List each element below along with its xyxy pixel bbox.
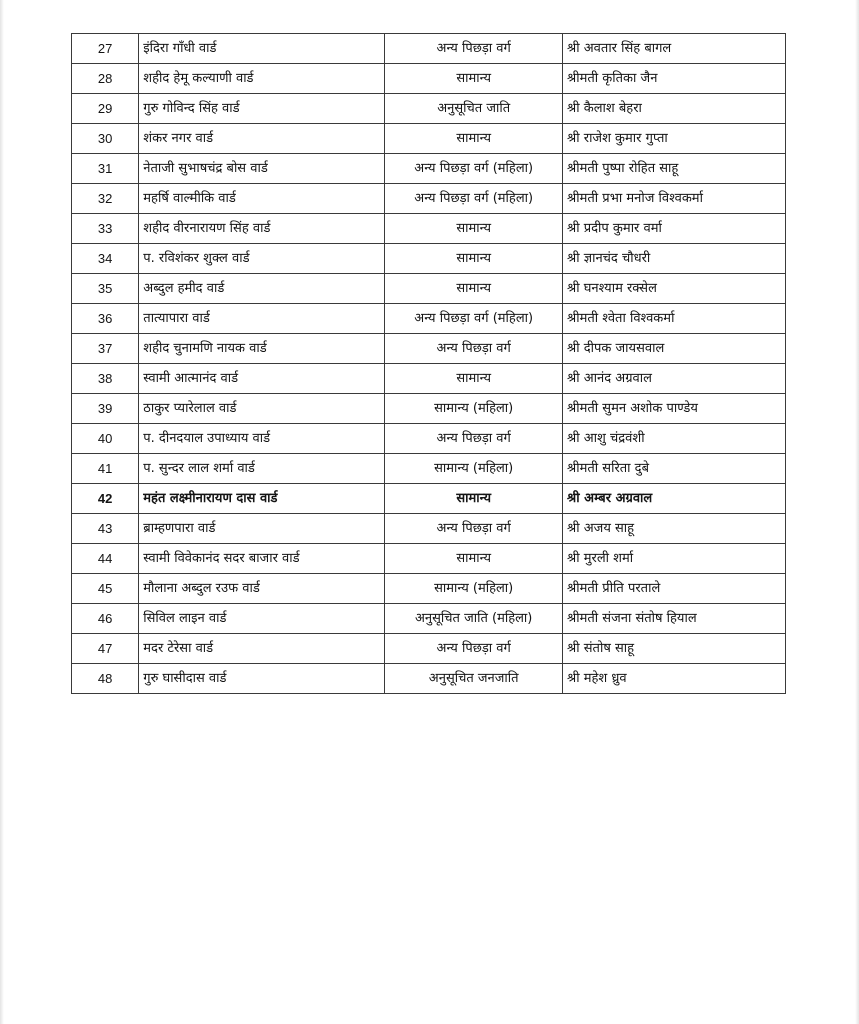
- representative-name: श्री दीपक जायसवाल: [563, 334, 786, 364]
- table-row: [72, 454, 786, 484]
- ward-number: 32: [72, 184, 139, 214]
- ward-number: 37: [72, 334, 139, 364]
- reservation-category: सामान्य (महिला): [385, 454, 563, 484]
- reservation-category: सामान्य: [385, 124, 563, 154]
- representative-name: श्री संतोष साहू: [563, 634, 786, 664]
- ward-name: इंदिरा गाँधी वार्ड: [139, 34, 385, 64]
- table-row: [72, 184, 786, 214]
- ward-reservation-table: [71, 33, 786, 694]
- table-row-bold: [72, 484, 786, 514]
- ward-number: 46: [72, 604, 139, 634]
- reservation-category: अन्य पिछड़ा वर्ग: [385, 334, 563, 364]
- ward-name: प. रविशंकर शुक्ल वार्ड: [139, 244, 385, 274]
- reservation-category: सामान्य: [385, 484, 563, 514]
- representative-name: श्री ज्ञानचंद चौधरी: [563, 244, 786, 274]
- representative-name: श्री आनंद अग्रवाल: [563, 364, 786, 394]
- reservation-category: सामान्य: [385, 214, 563, 244]
- table-body: [72, 34, 786, 694]
- ward-name: नेताजी सुभाषचंद्र बोस वार्ड: [139, 154, 385, 184]
- ward-number: 48: [72, 664, 139, 694]
- reservation-category: अन्य पिछड़ा वर्ग: [385, 514, 563, 544]
- representative-name: श्री अवतार सिंह बागल: [563, 34, 786, 64]
- ward-name: प. सुन्दर लाल शर्मा वार्ड: [139, 454, 385, 484]
- table-row: [72, 64, 786, 94]
- ward-number: 40: [72, 424, 139, 454]
- ward-name: गुरु घासीदास वार्ड: [139, 664, 385, 694]
- ward-number: 27: [72, 34, 139, 64]
- representative-name: श्रीमती प्रीति परताले: [563, 574, 786, 604]
- reservation-category: सामान्य: [385, 544, 563, 574]
- table-row: [72, 244, 786, 274]
- ward-name: महंत लक्ष्मीनारायण दास वार्ड: [139, 484, 385, 514]
- ward-number: 45: [72, 574, 139, 604]
- ward-name: ब्राम्हणपारा वार्ड: [139, 514, 385, 544]
- table-row: [72, 634, 786, 664]
- ward-number: 44: [72, 544, 139, 574]
- representative-name: श्रीमती श्वेता विश्वकर्मा: [563, 304, 786, 334]
- ward-name: गुरु गोविन्द सिंह वार्ड: [139, 94, 385, 124]
- table-row: [72, 424, 786, 454]
- table-row: [72, 394, 786, 424]
- representative-name: श्रीमती संजना संतोष हियाल: [563, 604, 786, 634]
- reservation-category: सामान्य: [385, 64, 563, 94]
- table-row: [72, 304, 786, 334]
- representative-name: श्री अजय साहू: [563, 514, 786, 544]
- table-row: [72, 334, 786, 364]
- table-row: [72, 214, 786, 244]
- representative-name: श्रीमती सुमन अशोक पाण्डेय: [563, 394, 786, 424]
- reservation-category: अन्य पिछड़ा वर्ग (महिला): [385, 304, 563, 334]
- representative-name: श्री महेश ध्रुव: [563, 664, 786, 694]
- ward-number: 34: [72, 244, 139, 274]
- ward-name: स्वामी विवेकानंद सदर बाजार वार्ड: [139, 544, 385, 574]
- reservation-category: अन्य पिछड़ा वर्ग (महिला): [385, 154, 563, 184]
- representative-name: श्रीमती पुष्पा रोहित साहू: [563, 154, 786, 184]
- reservation-category: सामान्य: [385, 364, 563, 394]
- reservation-category: अन्य पिछड़ा वर्ग (महिला): [385, 184, 563, 214]
- representative-name: श्रीमती सरिता दुबे: [563, 454, 786, 484]
- reservation-category: सामान्य (महिला): [385, 574, 563, 604]
- ward-number: 28: [72, 64, 139, 94]
- representative-name: श्रीमती कृतिका जैन: [563, 64, 786, 94]
- ward-name: सिविल लाइन वार्ड: [139, 604, 385, 634]
- reservation-category: अनुसूचित जनजाति: [385, 664, 563, 694]
- ward-name: शंकर नगर वार्ड: [139, 124, 385, 154]
- ward-number: 39: [72, 394, 139, 424]
- table-row: [72, 34, 786, 64]
- table-row: [72, 364, 786, 394]
- reservation-category: सामान्य: [385, 274, 563, 304]
- ward-name: स्वामी आत्मानंद वार्ड: [139, 364, 385, 394]
- ward-name: मौलाना अब्दुल रउफ वार्ड: [139, 574, 385, 604]
- ward-number: 41: [72, 454, 139, 484]
- reservation-category: सामान्य: [385, 244, 563, 274]
- table-row: [72, 94, 786, 124]
- ward-number: 47: [72, 634, 139, 664]
- representative-name: श्री प्रदीप कुमार वर्मा: [563, 214, 786, 244]
- representative-name: श्री आशु चंद्रवंशी: [563, 424, 786, 454]
- representative-name: श्री घनश्याम रक्सेल: [563, 274, 786, 304]
- table-row: [72, 544, 786, 574]
- ward-name: मदर टेरेसा वार्ड: [139, 634, 385, 664]
- ward-number: 29: [72, 94, 139, 124]
- ward-number: 42: [72, 484, 139, 514]
- representative-name: श्री अम्बर अग्रवाल: [563, 484, 786, 514]
- ward-number: 33: [72, 214, 139, 244]
- representative-name: श्री कैलाश बेहरा: [563, 94, 786, 124]
- table-row: [72, 574, 786, 604]
- table-row: [72, 664, 786, 694]
- ward-number: 30: [72, 124, 139, 154]
- representative-name: श्री राजेश कुमार गुप्ता: [563, 124, 786, 154]
- table-row: [72, 514, 786, 544]
- representative-name: श्रीमती प्रभा मनोज विश्वकर्मा: [563, 184, 786, 214]
- page-shadow-right: [855, 0, 859, 1024]
- ward-name: शहीद चुनामणि नायक वार्ड: [139, 334, 385, 364]
- ward-name: प. दीनदयाल उपाध्याय वार्ड: [139, 424, 385, 454]
- reservation-category: अन्य पिछड़ा वर्ग: [385, 424, 563, 454]
- ward-name: शहीद हेमू कल्याणी वार्ड: [139, 64, 385, 94]
- table-row: [72, 124, 786, 154]
- ward-name: शहीद वीरनारायण सिंह वार्ड: [139, 214, 385, 244]
- ward-number: 35: [72, 274, 139, 304]
- ward-number: 31: [72, 154, 139, 184]
- page-shadow-left: [0, 0, 4, 1024]
- representative-name: श्री मुरली शर्मा: [563, 544, 786, 574]
- reservation-category: अनुसूचित जाति: [385, 94, 563, 124]
- ward-name: महर्षि वाल्मीकि वार्ड: [139, 184, 385, 214]
- table-row: [72, 604, 786, 634]
- reservation-category: अन्य पिछड़ा वर्ग: [385, 34, 563, 64]
- ward-name: ठाकुर प्यारेलाल वार्ड: [139, 394, 385, 424]
- ward-number: 36: [72, 304, 139, 334]
- reservation-category: अन्य पिछड़ा वर्ग: [385, 634, 563, 664]
- table-row: [72, 274, 786, 304]
- ward-name: तात्यापारा वार्ड: [139, 304, 385, 334]
- table-row: [72, 154, 786, 184]
- reservation-category: अनुसूचित जाति (महिला): [385, 604, 563, 634]
- ward-name: अब्दुल हमीद वार्ड: [139, 274, 385, 304]
- ward-number: 38: [72, 364, 139, 394]
- ward-number: 43: [72, 514, 139, 544]
- reservation-category: सामान्य (महिला): [385, 394, 563, 424]
